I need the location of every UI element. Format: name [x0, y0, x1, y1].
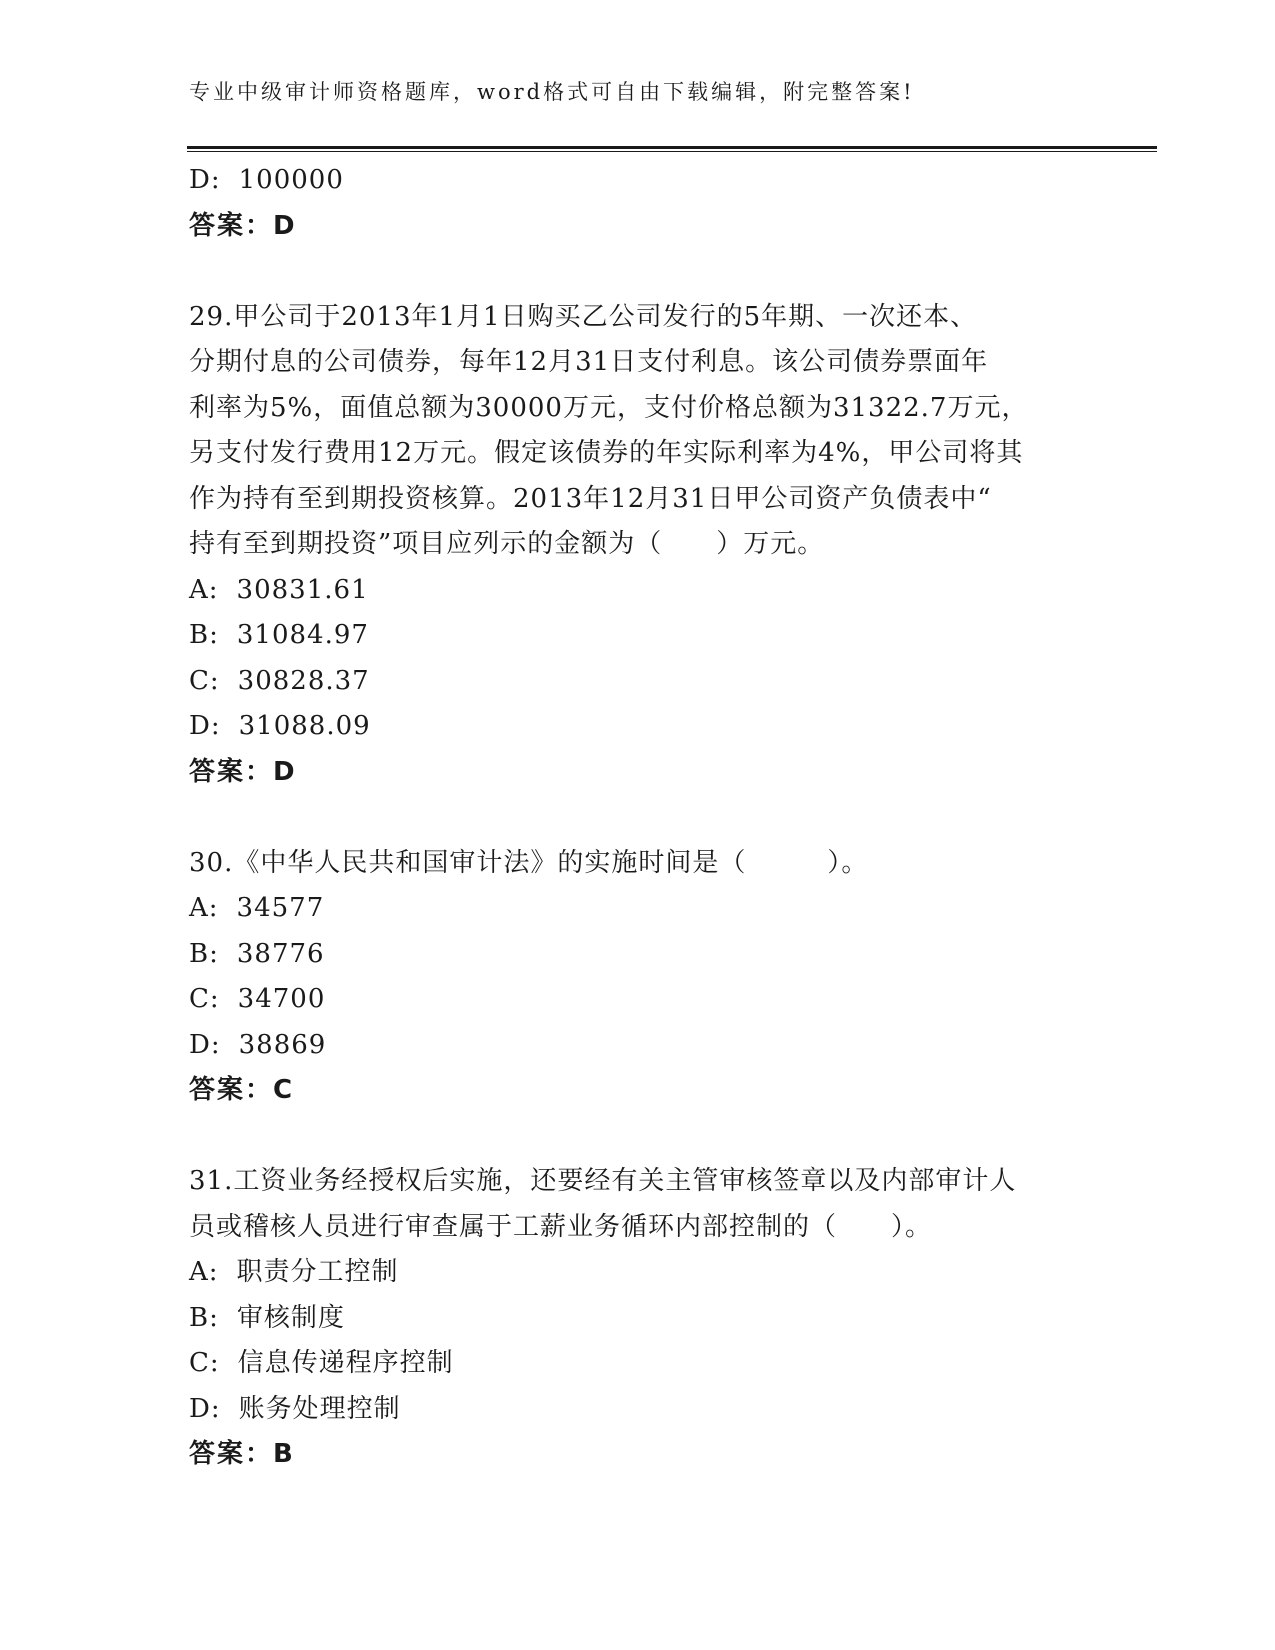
option-label: B: [189, 620, 219, 650]
option-a [189, 568, 1109, 614]
option-value: 34700 [237, 984, 326, 1014]
answer-line: 答案：C [189, 1075, 295, 1105]
option-b [189, 1296, 1109, 1342]
option-label: A: [189, 574, 219, 605]
spacer [189, 1114, 1109, 1160]
option-label: D: [189, 165, 221, 195]
question-text-line: 作为持有至到期投资核算。2013年12月31日甲公司资产负债表中“ [189, 483, 992, 514]
option-d [189, 1387, 1109, 1433]
option-label: C: [189, 984, 220, 1014]
option-value: 账务处理控制 [238, 1393, 401, 1424]
option-label: D: [189, 1029, 221, 1060]
option-value: 38776 [236, 938, 325, 969]
option-label: C: [189, 665, 220, 696]
document-body [189, 158, 1109, 1478]
option-value: 38869 [238, 1029, 327, 1060]
option-label: D: [189, 711, 221, 741]
option-label: B: [189, 938, 219, 969]
option-c [189, 659, 1109, 705]
question-text-line: 利率为5%，面值总额为30000万元，支付价格总额为31322.7万元， [189, 392, 1029, 423]
option-c [189, 1341, 1109, 1387]
option-label: D: [189, 1393, 221, 1424]
question-text-line: 31.工资业务经授权后实施，还要经有关主管审核签章以及内部审计人 [189, 1166, 1017, 1196]
question-30 [189, 841, 1109, 1114]
question-text-line: 员或稽核人员进行审查属于工薪业务循环内部控制的（ ）。 [189, 1211, 933, 1242]
option-value: 审核制度 [236, 1302, 345, 1333]
option-a [189, 886, 1109, 932]
option-value: 34577 [236, 893, 325, 923]
option-a [189, 1250, 1109, 1296]
option-b [189, 932, 1109, 978]
option-d [189, 1023, 1109, 1069]
option-value: 信息传递程序控制 [237, 1348, 454, 1378]
question-text-line: 29.甲公司于2013年1月1日购买乙公司发行的5年期、一次还本、 [189, 301, 978, 332]
page-header: 专业中级审计师资格题库，word格式可自由下载编辑，附完整答案! [189, 80, 915, 104]
option-b [189, 613, 1109, 659]
option-label: C: [189, 1348, 220, 1378]
option-label: A: [189, 1257, 219, 1287]
option-label: B: [189, 1302, 219, 1333]
answer-line: 答案：B [189, 1439, 295, 1469]
spacer [189, 795, 1109, 841]
spacer [189, 249, 1109, 295]
option-value: 31088.09 [238, 711, 371, 741]
option-value: 职责分工控制 [236, 1257, 399, 1287]
question-29 [189, 295, 1109, 796]
option-d [189, 704, 1109, 750]
option-label: A: [189, 893, 219, 923]
option-value: 30831.61 [236, 574, 369, 605]
question-text-line: 持有至到期投资”项目应列示的金额为（ ）万元。 [189, 529, 825, 559]
question-text-line: 另支付发行费用12万元。假定该债券的年实际利率为4%，甲公司将其 [189, 438, 1024, 468]
question-31 [189, 1159, 1109, 1478]
header-divider [187, 146, 1157, 149]
header-divider-thin [187, 151, 1157, 152]
option-d [189, 158, 1109, 204]
option-value: 30828.37 [237, 665, 370, 696]
option-value: 31084.97 [236, 620, 369, 650]
question-text-line: 分期付息的公司债券，每年12月31日支付利息。该公司债券票面年 [189, 347, 989, 377]
answer-line: 答案：D [189, 756, 297, 787]
answer-line: 答案：D [189, 210, 297, 241]
option-value: 100000 [238, 165, 344, 195]
question-text-line: 30.《中华人民共和国审计法》的实施时间是（ ）。 [189, 847, 869, 878]
option-c [189, 977, 1109, 1023]
